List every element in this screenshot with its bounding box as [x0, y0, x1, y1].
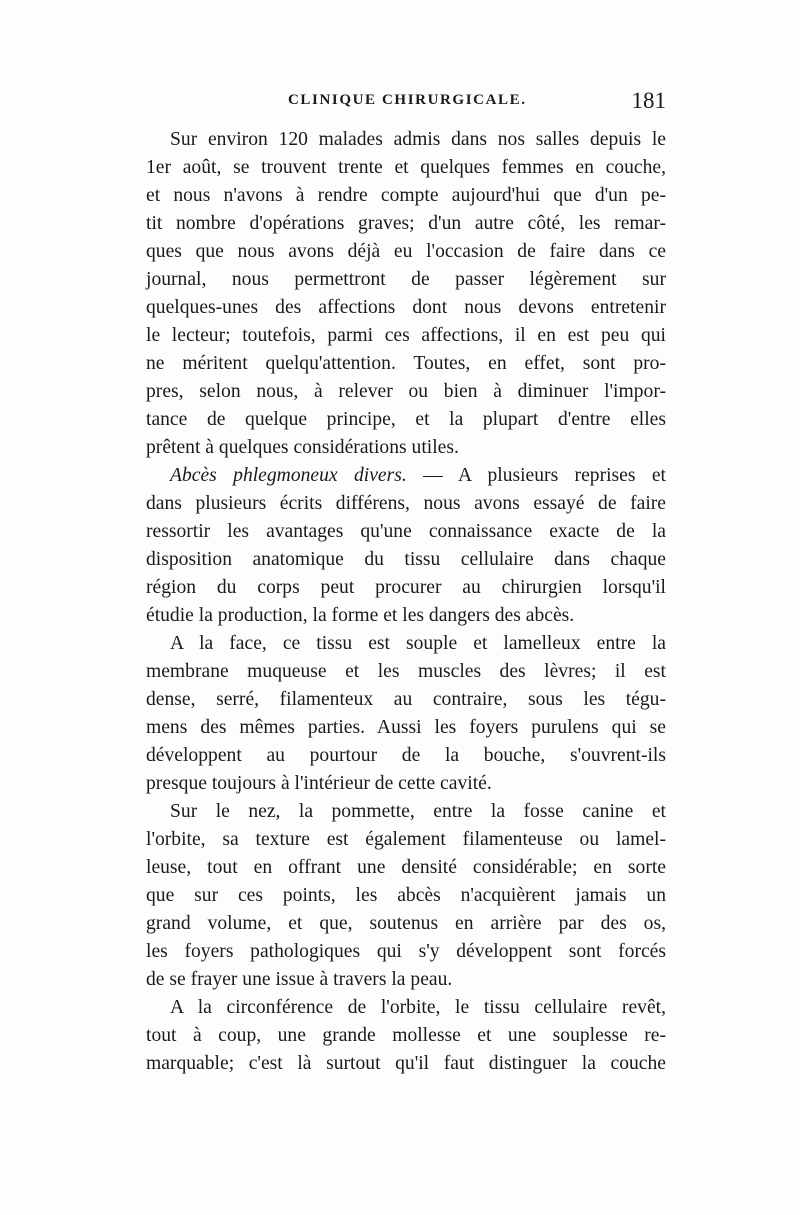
text-line: A la circonférence de l'orbite, le tissu cellulaire revêt, — [170, 997, 666, 1018]
section-heading: Abcès phlegmoneux divers. — [170, 465, 407, 486]
page-header — [146, 88, 666, 118]
text-line: leuse, tout en offrant une densité considérable; en sorte — [146, 857, 666, 878]
text-line: membrane muqueuse et les muscles des lèvres; il est — [146, 661, 666, 682]
body-text — [146, 126, 666, 1078]
text-line: Sur environ 120 malades admis dans nos salles depuis le — [170, 129, 666, 150]
text-line: mens des mêmes parties. Aussi les foyers purulens qui se — [146, 717, 666, 738]
text-line: 1er août, se trouvent trente et quelques femmes en couche, — [146, 157, 666, 178]
text-line: dense, serré, filamenteux au contraire, sous les tégu- — [146, 689, 666, 710]
text-line: marquable; c'est là surtout qu'il faut distinguer la couche — [146, 1053, 666, 1074]
text-line: A la face, ce tissu est souple et lamelleux entre la — [170, 633, 666, 654]
text-line: ressortir les avantages qu'une connaissance exacte de la — [146, 521, 666, 542]
text-line: Sur le nez, la pommette, entre la fosse canine et — [170, 801, 666, 822]
text-line: région du corps peut procurer au chirurgien lorsqu'il — [146, 577, 666, 598]
text-line: tance de quelque principe, et la plupart d'entre elles — [146, 409, 666, 430]
section-heading-continuation: — A plusieurs reprises et — [423, 465, 666, 486]
text-line: l'orbite, sa texture est également filamenteuse ou lamel- — [146, 829, 666, 850]
text-line: pres, selon nous, à relever ou bien à diminuer l'impor- — [146, 381, 666, 402]
text-line: tit nombre d'opérations graves; d'un autre côté, les remar- — [146, 213, 666, 234]
text-line: et nous n'avons à rendre compte aujourd'hui que d'un pe- — [146, 185, 666, 206]
text-line: ne méritent quelqu'attention. Toutes, en effet, sont pro- — [146, 353, 666, 374]
text-line: ques que nous avons déjà eu l'occasion de faire dans ce — [146, 241, 666, 262]
text-line: dans plusieurs écrits différens, nous avons essayé de faire — [146, 493, 666, 514]
text-line: étudie la production, la forme et les dangers des abcès. — [146, 605, 575, 626]
text-line: que sur ces points, les abcès n'acquièrent jamais un — [146, 885, 666, 906]
page-number: 181 — [631, 88, 666, 113]
text-line: quelques-unes des affections dont nous devons entretenir — [146, 297, 666, 318]
text-line: disposition anatomique du tissu cellulaire dans chaque — [146, 549, 666, 570]
text-line: presque toujours à l'intérieur de cette cavité. — [146, 773, 492, 794]
text-line: le lecteur; toutefois, parmi ces affections, il en est peu qui — [146, 325, 666, 346]
text-line: tout à coup, une grande mollesse et une souplesse re- — [146, 1025, 666, 1046]
text-line: les foyers pathologiques qui s'y développent sont forcés — [146, 941, 666, 962]
text-line: grand volume, et que, soutenus en arrière par des os, — [146, 913, 666, 934]
running-title: CLINIQUE CHIRURGICALE. — [288, 92, 527, 108]
text-line: de se frayer une issue à travers la peau. — [146, 969, 453, 990]
text-line: journal, nous permettront de passer légèrement sur — [146, 269, 666, 290]
text-line: prêtent à quelques considérations utiles. — [146, 437, 459, 458]
section-heading-line — [146, 462, 666, 490]
text-line: développent au pourtour de la bouche, s'ouvrent-ils — [146, 745, 666, 766]
